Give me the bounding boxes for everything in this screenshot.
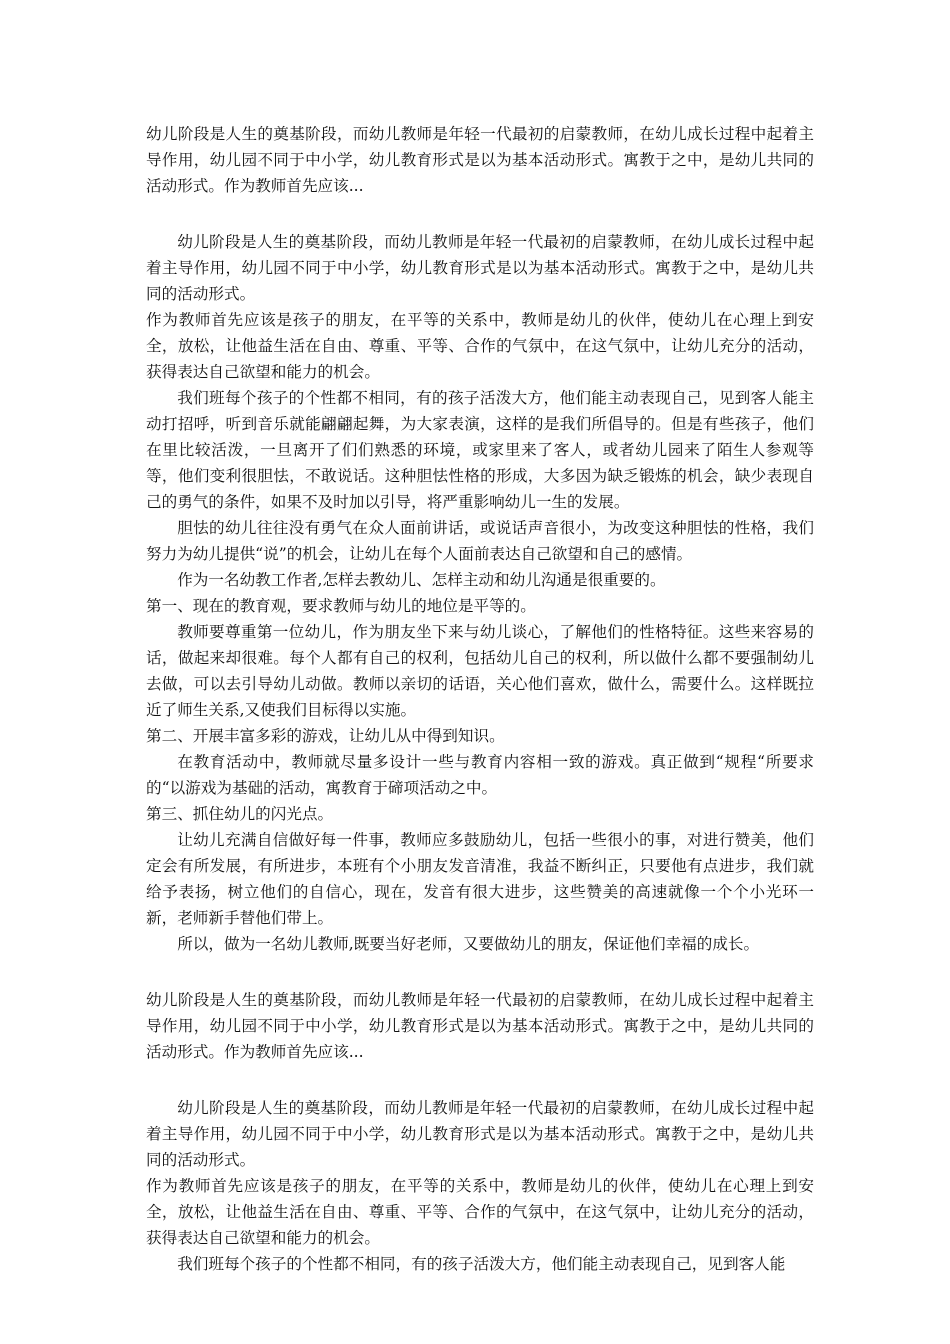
body-paragraph: 教师要尊重第一位幼儿，作为朋友坐下来与幼儿谈心，了解他们的性格特征。这些来容易的话，做起来却很难。每个人都有自己的权利，包括幼儿自己的权利，所以做什么都不要强制幼儿去做，可以去引导幼儿动做。教师以亲切的话语，关心他们喜欢，做什么，需要什么。这样既拉近了师生关系,又使我们目标得以实施。 <box>146 623 814 719</box>
section-spacer <box>146 957 814 987</box>
body-paragraph: 所以，做为一名幼儿教师,既要当好老师，又要做幼儿的朋友，保证他们幸福的成长。 <box>177 935 760 953</box>
body-paragraph: 作为一名幼教工作者,怎样去教幼儿、怎样主动和幼儿沟通是很重要的。 <box>177 571 666 589</box>
section-heading: 第二、开展丰富多彩的游戏，让幼儿从中得到知识。 <box>146 727 505 745</box>
section-spacer <box>146 199 814 229</box>
body-paragraph: 我们班每个孩子的个性都不相同，有的孩子活泼大方，他们能主动表现自己，见到客人能主动打招呼，听到音乐就能翩翩起舞，为大家表演，这样的是我们所倡导的。但是有些孩子，他们在里比较活泼，一旦离开了们们熟悉的环境，或家里来了客人，或者幼儿园来了陌生人参观等等，他们变利很胆怯，不敢说话。这种胆怯性格的形成，大多因为缺乏锻炼的机会，缺少表现自己的勇气的条件，如果不及时加以引导，将严重影响幼儿一生的发展。 <box>146 389 814 511</box>
body-paragraph: 幼儿阶段是人生的奠基阶段，而幼儿教师是年轻一代最初的启蒙教师，在幼儿成长过程中起着主导作用，幼儿园不同于中小学，幼儿教育形式是以为基本活动形式。寓教于之中，是幼儿共同的活动形式。 <box>146 1099 814 1169</box>
body-paragraph: 让幼儿充满自信做好每一件事，教师应多鼓励幼儿，包括一些很小的事，对进行赞美，他们定会有所发展，有所进步，本班有个小朋友发音清准，我益不断纠正，只要他有点进步，我们就给予表扬，树立他们的自信心，现在，发音有很大进步，这些赞美的高速就像一个个小光环一新，老师新手替他们带上。 <box>146 831 814 927</box>
section-heading: 第一、现在的教育观，要求教师与幼儿的地位是平等的。 <box>146 597 536 615</box>
document-page <box>146 121 814 1277</box>
section-spacer <box>146 1065 814 1095</box>
summary-paragraph: 幼儿阶段是人生的奠基阶段，而幼儿教师是年轻一代最初的启蒙教师，在幼儿成长过程中起着主导作用，幼儿园不同于中小学，幼儿教育形式是以为基本活动形式。寓教于之中，是幼儿共同的活动形式。作为教师首先应该... <box>146 991 814 1061</box>
body-paragraph: 幼儿阶段是人生的奠基阶段，而幼儿教师是年轻一代最初的启蒙教师，在幼儿成长过程中起着主导作用，幼儿园不同于中小学，幼儿教育形式是以为基本活动形式。寓教于之中，是幼儿共同的活动形式。 <box>146 233 814 303</box>
section-heading: 第三、抓住幼儿的闪光点。 <box>146 805 334 823</box>
body-paragraph: 作为教师首先应该是孩子的朋友，在平等的关系中，教师是幼儿的伙伴，使幼儿在心理上到安全，放松，让他益生活在自由、尊重、平等、合作的气氛中，在这气氛中，让幼儿充分的活动，获得表达自己欲望和能力的机会。 <box>146 311 814 381</box>
body-paragraph: 在教育活动中，教师就尽量多设计一些与教育内容相一致的游戏。真正做到“规程“所要求的“以游戏为基础的活动，寓教育于碲项活动之中。 <box>146 753 814 797</box>
summary-paragraph: 幼儿阶段是人生的奠基阶段，而幼儿教师是年轻一代最初的启蒙教师，在幼儿成长过程中起着主导作用，幼儿园不同于中小学，幼儿教育形式是以为基本活动形式。寓教于之中，是幼儿共同的活动形式。作为教师首先应该... <box>146 125 814 195</box>
body-paragraph: 胆怯的幼儿往往没有勇气在众人面前讲话，或说话声音很小，为改变这种胆怯的性格，我们努力为幼儿提供“说”的机会，让幼儿在每个人面前表达自己欲望和自己的感情。 <box>146 519 814 563</box>
body-paragraph: 我们班每个孩子的个性都不相同，有的孩子活泼大方，他们能主动表现自己，见到客人能 <box>177 1255 786 1273</box>
body-paragraph: 作为教师首先应该是孩子的朋友，在平等的关系中，教师是幼儿的伙伴，使幼儿在心理上到安全，放松，让他益生活在自由、尊重、平等、合作的气氛中，在这气氛中，让幼儿充分的活动，获得表达自己欲望和能力的机会。 <box>146 1177 814 1247</box>
